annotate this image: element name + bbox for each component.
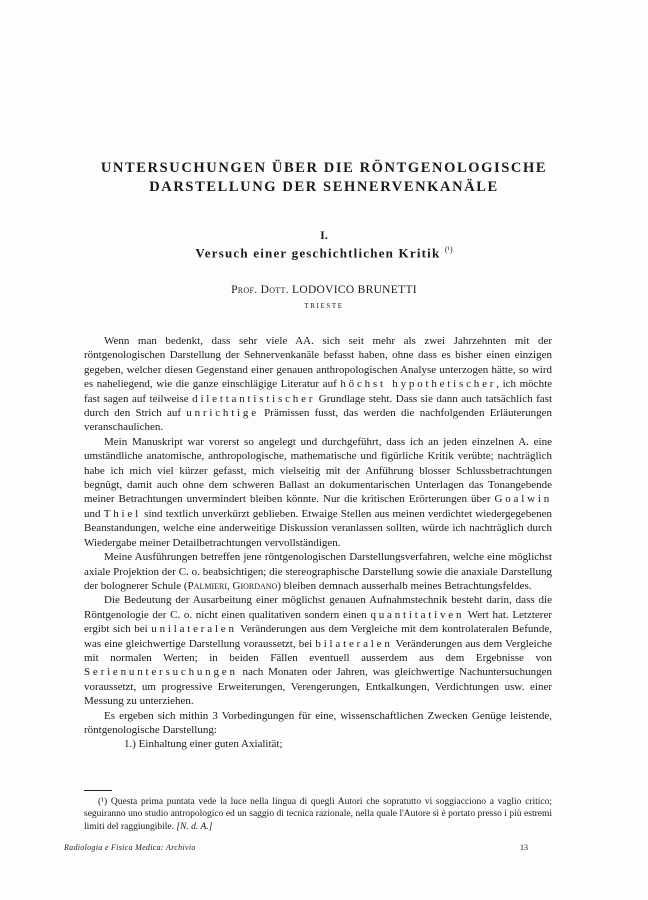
title-line-1: UNTERSUCHUNGEN ÜBER DIE RÖNTGENOLOGISCHE bbox=[100, 160, 548, 176]
p4-spaced-b: unilateralen bbox=[151, 623, 237, 636]
p1-text-c: Grundlage steht. Dass sie dann auch tatsächlich fast durch den Strich auf bbox=[84, 392, 552, 420]
footnote-rule bbox=[84, 790, 112, 791]
p3-text-a: Meine Ausführungen betreffen jene röntgenologischen Darstellungsverfahren, welche eine möglichst axiale Projektion der C. o. beabsichtigen; die stereographische Darstellung sowie die anaxiale Darstellung der bolognerer Schule ( bbox=[84, 551, 552, 592]
footnote-signature: [N. d. A.] bbox=[176, 821, 213, 832]
author-place: TRIESTE bbox=[304, 302, 344, 310]
p2-text-b: und bbox=[84, 507, 104, 520]
p4-spaced-d: Serienuntersuchungen bbox=[84, 666, 238, 679]
p1-text-d: Prämissen fusst, das werden die nachfolgenden Erläuterungen veranschaulichen. bbox=[84, 407, 553, 434]
p3-name-palmieri: Palmieri bbox=[187, 579, 227, 592]
running-footer: Radiologia e Fisica Medica: Archivio bbox=[64, 843, 196, 852]
subtitle bbox=[60, 245, 588, 261]
paragraph-1 bbox=[84, 334, 552, 435]
p4-text-b: Wert hat. Letzterer ergibt sich bei bbox=[84, 608, 553, 636]
p4-spaced-c: bilateralen bbox=[315, 637, 393, 650]
paragraph-5: Es ergeben sich mithin 3 Vorbedingungen für eine, wissenschaftlichen Zwecken Genüge leistende, röntgenologische Darstellung: bbox=[84, 709, 552, 736]
page-number: 13 bbox=[520, 843, 528, 852]
paragraph-4 bbox=[84, 593, 552, 708]
p3-text-c: ) bleiben demnach ausserhalb meines Betrachtungsfeldes. bbox=[277, 579, 532, 592]
p2-name-goalwin: Goalwin bbox=[494, 493, 552, 506]
article-body bbox=[84, 334, 552, 752]
p1-spaced-b: dilettantistischer bbox=[192, 392, 316, 405]
p4-text-c: Veränderungen aus dem Vergleiche mit dem kontrolateralen Befunde, was eine gleichwertige Darstellung voraussetzt, bei bbox=[84, 623, 552, 650]
footnote bbox=[84, 796, 552, 833]
paragraph-2 bbox=[84, 435, 552, 550]
p3-name-giordano: Giordano bbox=[232, 579, 278, 592]
subtitle-text: Versuch einer geschichtlichen Kritik bbox=[195, 245, 441, 261]
p4-spaced-a: quantitativen bbox=[370, 608, 465, 621]
title-line-2: DARSTELLUNG DER SEHNERVENKANÄLE bbox=[149, 179, 499, 195]
paragraph-3 bbox=[84, 550, 552, 593]
p4-text-d: Veränderungen aus dem Vergleiche mit normalen Werten; in beiden Fällen eventuell ausserdem aus dem Ergebnisse von bbox=[84, 637, 552, 664]
p2-text-a: Mein Manuskript war vorerst so angelegt und durchgeführt, dass ich an jeden einzelnen A. eine umständliche anatomische, anthropologische, mathematische und figürliche Kritik verübte; nachträglich habe ich mich viel kürzer gefasst, mich vielseitig mit der Anführung blosser Schlussbetrachtungen begnügt, damit auch ohne dem schweren Ballast an dokumentarischen Unterlagen das Tonangebende meiner Betrachtungen unvermindert bleiben könnte. Nur die kritischen Erörterungen über bbox=[84, 435, 552, 506]
p2-text-c: sind textlich unverkürzt geblieben. Etwaige Stellen aus meinen verdichtet wiedergegebenen Beanstandungen, welche eine anderweitige Diskussion veranlassen sollten, würde ich nachträglich durch Wiedergabe meiner Detailbetrachtungen vervollständigen. bbox=[84, 507, 553, 549]
p4-text-a: Die Bedeutung der Ausarbeitung einer möglichst genauen Aufnahmstechnik besteht darin, dass die Röntgenologie der C. o. nicht einen qualitativen sondern einen bbox=[84, 594, 552, 621]
subtitle-footnote-ref: (¹) bbox=[444, 245, 453, 254]
p1-spaced-a: höchst hypothetischer bbox=[340, 378, 497, 391]
author-line bbox=[0, 284, 648, 296]
p1-text-b: , ich möchte fast sagen auf teilweise bbox=[84, 378, 553, 405]
list-item-1: 1.) Einhaltung einer guten Axialität; bbox=[124, 738, 283, 751]
author-name: LODOVICO BRUNETTI bbox=[292, 284, 417, 296]
author-prefix: Prof. Dott. bbox=[231, 284, 289, 296]
p1-spaced-c: unrichtige bbox=[186, 407, 259, 420]
footnote-text: (¹) Questa prima puntata vede la luce nella lingua di quegli Autori che sopratutto vi soggiacciono a vaglio critico; seguiranno uno studio antropologico ed un saggio di tecnica razionale, nella quale l'Autore si è portato presso i più estremi limiti del raggiungibile. bbox=[84, 797, 552, 832]
p3-text-b: , bbox=[227, 579, 233, 592]
p4-text-e: nach Monaten oder Jahren, was gleichwertige Nachuntersuchungen voraussetzt, um progressive Erweiterungen, Verengerungen, Entkalkungen, Verdichtungen usw. einer Messung zu unterziehen. bbox=[84, 666, 552, 708]
section-number: I. bbox=[320, 228, 328, 242]
p1-text-a: Wenn man bedenkt, dass sehr viele AA. sich seit mehr als zwei Jahrzehnten mit der röntgenologischen Darstellung der Sehnervenkanäle befasst haben, ohne dass es bisher einen einzigen gegeben, welcher diesen Gegenstand einer genauen anthropologischen Analyse unterzogen hätte, so wird es naheliegend, wie die ganze einschlägige Literatur auf bbox=[84, 335, 552, 391]
p2-name-thiel: Thiel bbox=[103, 507, 141, 520]
